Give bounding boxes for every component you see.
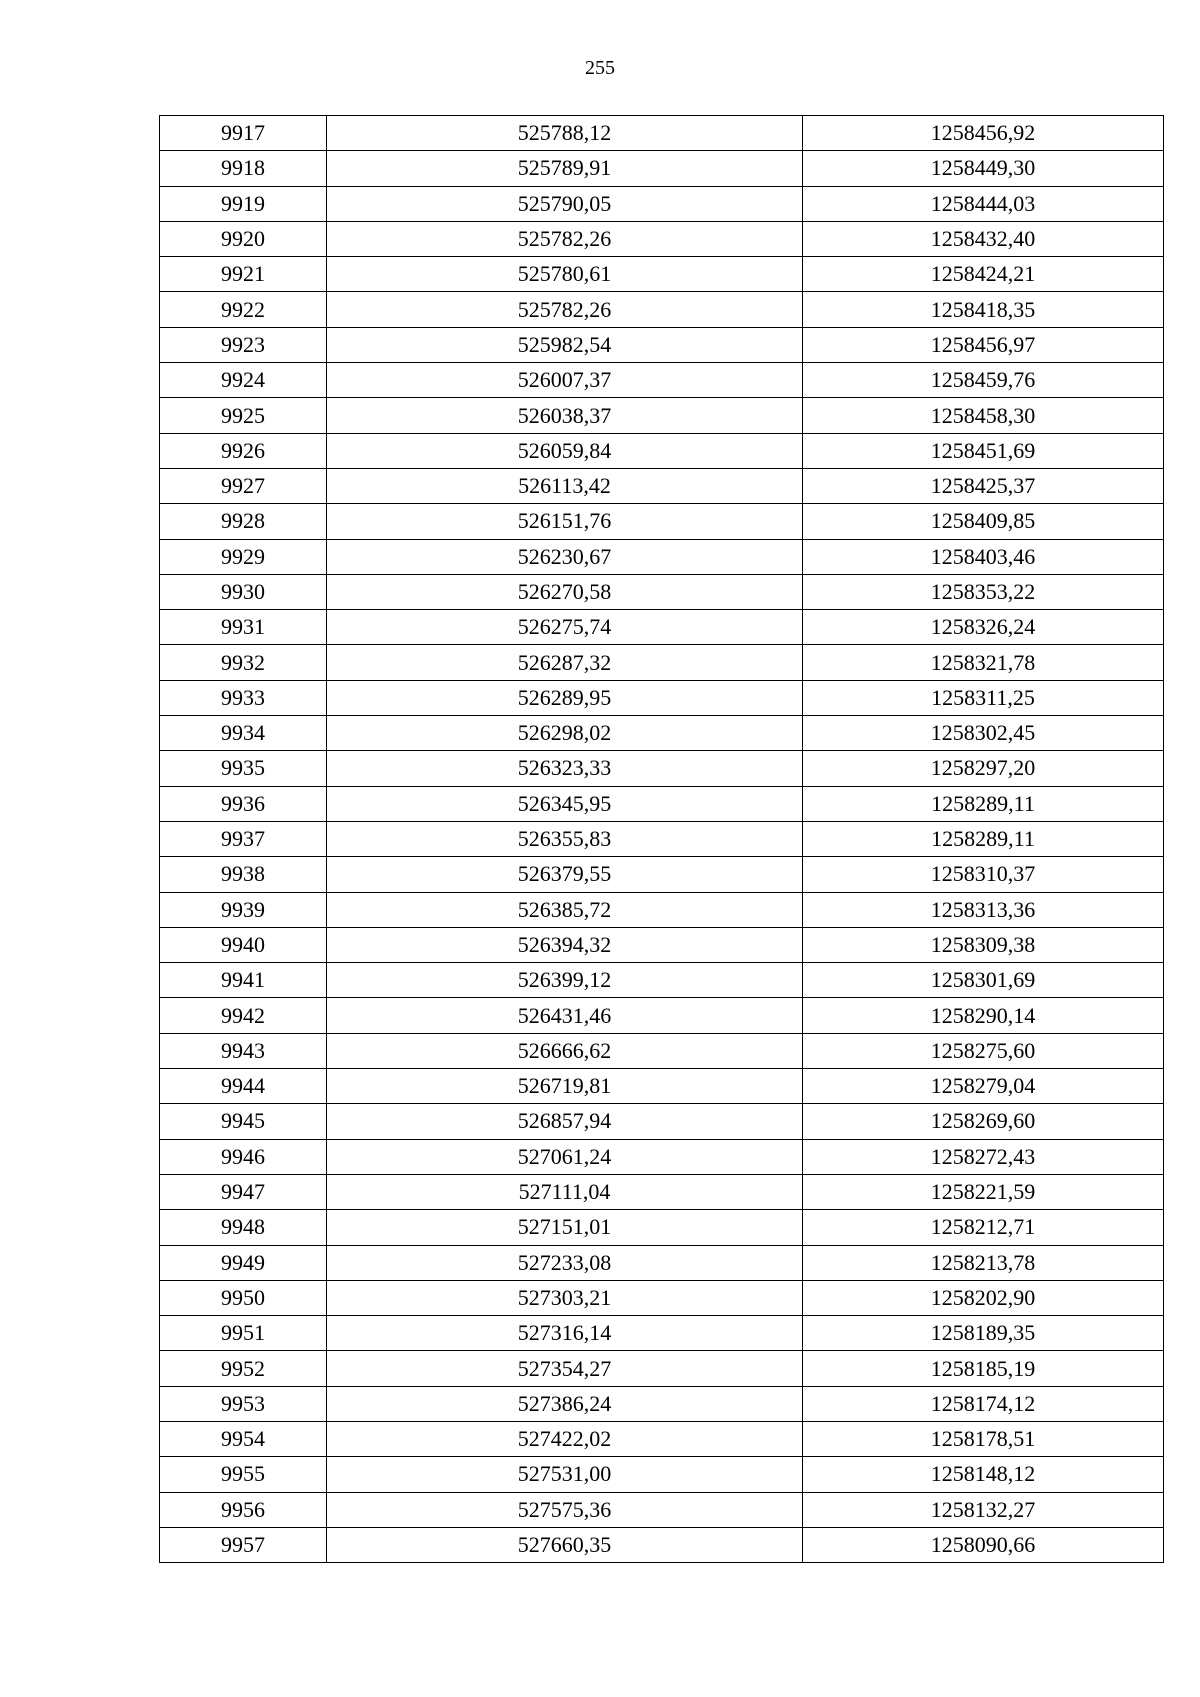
y-coordinate-cell: 1258279,04 [803,1069,1164,1104]
table-row [160,821,1164,856]
point-number-cell: 9946 [160,1139,327,1174]
table-row [160,539,1164,574]
point-number-cell: 9950 [160,1280,327,1315]
point-number-cell: 9956 [160,1492,327,1527]
y-coordinate-cell: 1258353,22 [803,574,1164,609]
point-number-cell: 9933 [160,680,327,715]
point-number-cell: 9947 [160,1174,327,1209]
table-row [160,1033,1164,1068]
table-row [160,1527,1164,1562]
table-row [160,1280,1164,1315]
x-coordinate-cell: 525788,12 [327,116,803,151]
table-row [160,680,1164,715]
x-coordinate-cell: 526289,95 [327,680,803,715]
table-row [160,151,1164,186]
y-coordinate-cell: 1258275,60 [803,1033,1164,1068]
x-coordinate-cell: 525789,91 [327,151,803,186]
table-row [160,398,1164,433]
point-number-cell: 9930 [160,574,327,609]
x-coordinate-cell: 526399,12 [327,963,803,998]
y-coordinate-cell: 1258302,45 [803,716,1164,751]
point-number-cell: 9957 [160,1527,327,1562]
table-row [160,468,1164,503]
point-number-cell: 9942 [160,998,327,1033]
table-row [160,257,1164,292]
x-coordinate-cell: 526719,81 [327,1069,803,1104]
point-number-cell: 9932 [160,645,327,680]
y-coordinate-cell: 1258458,30 [803,398,1164,433]
y-coordinate-cell: 1258202,90 [803,1280,1164,1315]
y-coordinate-cell: 1258309,38 [803,927,1164,962]
point-number-cell: 9938 [160,857,327,892]
table-row [160,751,1164,786]
x-coordinate-cell: 527386,24 [327,1386,803,1421]
table-row [160,327,1164,362]
table-row [160,998,1164,1033]
x-coordinate-cell: 526275,74 [327,610,803,645]
x-coordinate-cell: 527531,00 [327,1457,803,1492]
y-coordinate-cell: 1258174,12 [803,1386,1164,1421]
point-number-cell: 9952 [160,1351,327,1386]
point-number-cell: 9926 [160,433,327,468]
y-coordinate-cell: 1258189,35 [803,1316,1164,1351]
x-coordinate-cell: 526007,37 [327,363,803,398]
x-coordinate-cell: 527316,14 [327,1316,803,1351]
y-coordinate-cell: 1258290,14 [803,998,1164,1033]
x-coordinate-cell: 526038,37 [327,398,803,433]
table-row [160,1104,1164,1139]
y-coordinate-cell: 1258297,20 [803,751,1164,786]
table-row [160,963,1164,998]
y-coordinate-cell: 1258326,24 [803,610,1164,645]
table-row [160,504,1164,539]
y-coordinate-cell: 1258289,11 [803,786,1164,821]
x-coordinate-cell: 526355,83 [327,821,803,856]
x-coordinate-cell: 526230,67 [327,539,803,574]
table-row [160,610,1164,645]
page-number: 255 [585,57,615,79]
y-coordinate-cell: 1258456,92 [803,116,1164,151]
point-number-cell: 9920 [160,221,327,256]
point-number-cell: 9925 [160,398,327,433]
point-number-cell: 9917 [160,116,327,151]
coordinates-table-body [160,116,1164,1563]
point-number-cell: 9948 [160,1210,327,1245]
y-coordinate-cell: 1258213,78 [803,1245,1164,1280]
table-row [160,433,1164,468]
table-row [160,292,1164,327]
x-coordinate-cell: 527151,01 [327,1210,803,1245]
x-coordinate-cell: 527660,35 [327,1527,803,1562]
table-row [160,186,1164,221]
x-coordinate-cell: 526666,62 [327,1033,803,1068]
x-coordinate-cell: 525782,26 [327,292,803,327]
table-row [160,1386,1164,1421]
point-number-cell: 9921 [160,257,327,292]
x-coordinate-cell: 526323,33 [327,751,803,786]
point-number-cell: 9929 [160,539,327,574]
x-coordinate-cell: 527303,21 [327,1280,803,1315]
table-row [160,892,1164,927]
table-row [160,116,1164,151]
y-coordinate-cell: 1258313,36 [803,892,1164,927]
point-number-cell: 9951 [160,1316,327,1351]
y-coordinate-cell: 1258409,85 [803,504,1164,539]
y-coordinate-cell: 1258178,51 [803,1421,1164,1456]
point-number-cell: 9927 [160,468,327,503]
y-coordinate-cell: 1258418,35 [803,292,1164,327]
point-number-cell: 9934 [160,716,327,751]
table-row [160,1069,1164,1104]
table-row [160,574,1164,609]
point-number-cell: 9931 [160,610,327,645]
x-coordinate-cell: 525982,54 [327,327,803,362]
x-coordinate-cell: 526298,02 [327,716,803,751]
y-coordinate-cell: 1258148,12 [803,1457,1164,1492]
point-number-cell: 9954 [160,1421,327,1456]
table-row [160,1351,1164,1386]
x-coordinate-cell: 526431,46 [327,998,803,1033]
x-coordinate-cell: 525790,05 [327,186,803,221]
y-coordinate-cell: 1258451,69 [803,433,1164,468]
x-coordinate-cell: 526379,55 [327,857,803,892]
x-coordinate-cell: 527422,02 [327,1421,803,1456]
table-row [160,1421,1164,1456]
y-coordinate-cell: 1258425,37 [803,468,1164,503]
x-coordinate-cell: 526287,32 [327,645,803,680]
table-row [160,786,1164,821]
x-coordinate-cell: 526059,84 [327,433,803,468]
x-coordinate-cell: 526151,76 [327,504,803,539]
table-row [160,1139,1164,1174]
y-coordinate-cell: 1258449,30 [803,151,1164,186]
y-coordinate-cell: 1258289,11 [803,821,1164,856]
coordinates-table [159,115,1164,1563]
point-number-cell: 9953 [160,1386,327,1421]
table-row [160,1210,1164,1245]
x-coordinate-cell: 525782,26 [327,221,803,256]
x-coordinate-cell: 526345,95 [327,786,803,821]
point-number-cell: 9939 [160,892,327,927]
point-number-cell: 9922 [160,292,327,327]
y-coordinate-cell: 1258269,60 [803,1104,1164,1139]
table-row [160,363,1164,398]
point-number-cell: 9936 [160,786,327,821]
table-row [160,1316,1164,1351]
x-coordinate-cell: 526270,58 [327,574,803,609]
point-number-cell: 9919 [160,186,327,221]
point-number-cell: 9944 [160,1069,327,1104]
point-number-cell: 9955 [160,1457,327,1492]
y-coordinate-cell: 1258272,43 [803,1139,1164,1174]
y-coordinate-cell: 1258459,76 [803,363,1164,398]
y-coordinate-cell: 1258185,19 [803,1351,1164,1386]
x-coordinate-cell: 526113,42 [327,468,803,503]
y-coordinate-cell: 1258311,25 [803,680,1164,715]
x-coordinate-cell: 526857,94 [327,1104,803,1139]
table-row [160,1245,1164,1280]
point-number-cell: 9924 [160,363,327,398]
y-coordinate-cell: 1258321,78 [803,645,1164,680]
table-row [160,221,1164,256]
point-number-cell: 9923 [160,327,327,362]
x-coordinate-cell: 527575,36 [327,1492,803,1527]
y-coordinate-cell: 1258090,66 [803,1527,1164,1562]
x-coordinate-cell: 527233,08 [327,1245,803,1280]
point-number-cell: 9943 [160,1033,327,1068]
x-coordinate-cell: 527354,27 [327,1351,803,1386]
y-coordinate-cell: 1258212,71 [803,1210,1164,1245]
y-coordinate-cell: 1258221,59 [803,1174,1164,1209]
x-coordinate-cell: 526394,32 [327,927,803,962]
y-coordinate-cell: 1258432,40 [803,221,1164,256]
table-row [160,1457,1164,1492]
point-number-cell: 9941 [160,963,327,998]
y-coordinate-cell: 1258310,37 [803,857,1164,892]
point-number-cell: 9918 [160,151,327,186]
x-coordinate-cell: 527061,24 [327,1139,803,1174]
table-row [160,857,1164,892]
point-number-cell: 9937 [160,821,327,856]
table-row [160,645,1164,680]
y-coordinate-cell: 1258132,27 [803,1492,1164,1527]
y-coordinate-cell: 1258301,69 [803,963,1164,998]
y-coordinate-cell: 1258424,21 [803,257,1164,292]
table-row [160,927,1164,962]
point-number-cell: 9945 [160,1104,327,1139]
y-coordinate-cell: 1258456,97 [803,327,1164,362]
point-number-cell: 9940 [160,927,327,962]
x-coordinate-cell: 527111,04 [327,1174,803,1209]
x-coordinate-cell: 525780,61 [327,257,803,292]
table-row [160,716,1164,751]
y-coordinate-cell: 1258444,03 [803,186,1164,221]
table-row [160,1174,1164,1209]
y-coordinate-cell: 1258403,46 [803,539,1164,574]
table-row [160,1492,1164,1527]
point-number-cell: 9935 [160,751,327,786]
point-number-cell: 9949 [160,1245,327,1280]
point-number-cell: 9928 [160,504,327,539]
x-coordinate-cell: 526385,72 [327,892,803,927]
